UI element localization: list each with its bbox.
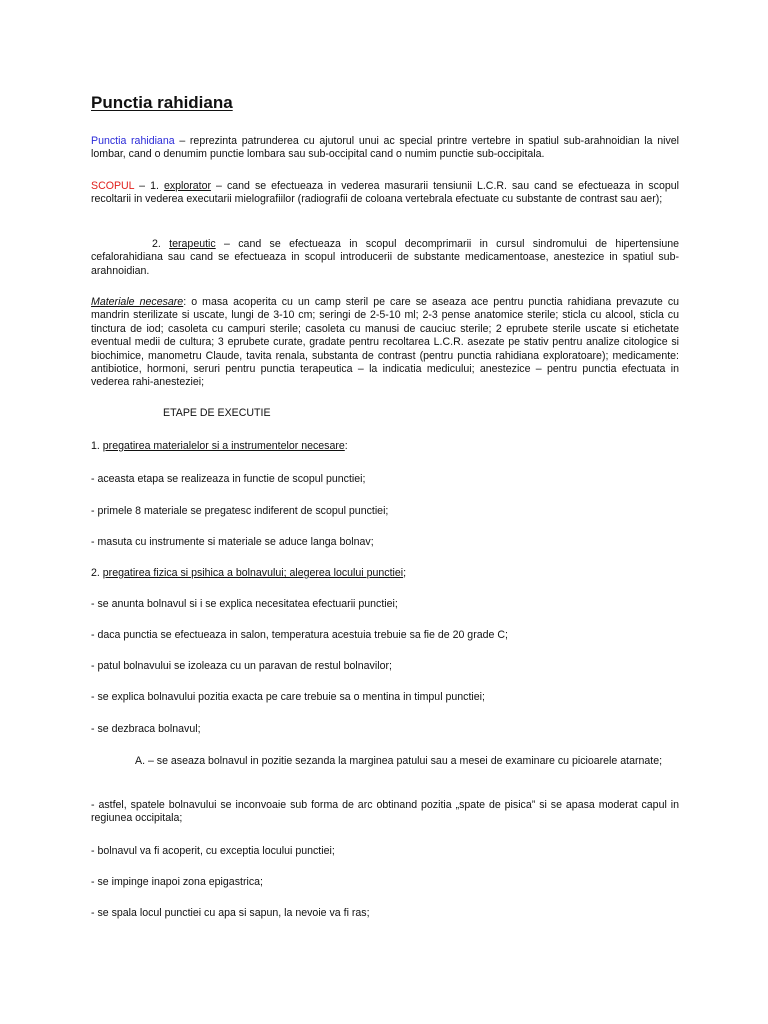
step1-item: - aceasta etapa se realizeaza in functie de scopul punctiei; [91, 473, 366, 485]
step1-item: - masuta cu instrumente si materiale se aduce langa bolnav; [91, 536, 374, 548]
step2-title: pregatirea fizica si psihica a bolnavului; alegerea locului punctiei [102, 567, 404, 579]
scopul-item1-prefix: – 1. [134, 180, 164, 192]
materiale-paragraph [91, 296, 679, 390]
step2-item: - patul bolnavului se izoleaza cu un paravan de restul bolnavilor; [91, 660, 392, 672]
step1-suffix: : [344, 440, 348, 452]
step2-item: - se anunta bolnavul si i se explica necesitatea efectuarii punctiei; [91, 598, 398, 610]
scopul-item2-term: terapeutic [169, 238, 216, 250]
scopul-item2-text: – cand se efectueaza in scopul decomprimarii in cursul sindromului de hipertensiune cefalorahidiana sau cand se efectueaza in scopul introducerii de substante medicamentoase, anestezice in spatiul sub-arahnoidian. [91, 238, 679, 277]
step2-item: - daca punctia se efectueaza in salon, temperatura acestuia trebuie sa fie de 20 grade C; [91, 629, 508, 641]
scopul-item1-text: – cand se efectueaza in vederea masurarii tensiunii L.C.R. sau cand se efectueaza in scopul recoltarii in vederea executarii mielografiilor (radiografii de coloana vertebrala efectuate cu substante de contrast sau aer); [91, 180, 680, 206]
step2-heading [91, 567, 406, 580]
step1-item: - primele 8 materiale se pregatesc indiferent de scopul punctiei; [91, 505, 389, 517]
scopul-label: SCOPUL [91, 180, 135, 192]
step1-number: 1. [91, 440, 103, 452]
step2-suffix: ; [403, 567, 407, 579]
materiale-term: Materiale necesare [91, 296, 184, 308]
position-item: - se impinge inapoi zona epigastrica; [91, 876, 263, 888]
materiale-text: : o masa acoperita cu un camp steril pe care se aseaza ace pentru punctia rahidiana prevazute cu mandrin sterilizate si uscate, lungi de 3-10 cm; seringi de 2-5-10 ml; 2-3 pense anatomice sterile; sticla cu alcool, sticla cu tinctura de iod; casoleta cu campuri sterile; casoleta cu manusi de cauciuc sterile; 2 eprubete sterile uscate si etichetate eventual medii de cultura; 3 eprubete curate, gradate pentru recoltarea L.C.R. asezate pe stativ pentru analize citologice si biochimice, manometru Claude, tavita renala, substanta de contrast (pentru punctia rahidiana exploratoare); medicamente: antibiotice, hormoni, seruri pentru punctia terapeutica – la indicatia medicului; anestezice – pentru punctia efectuata in vederea rahi-anesteziei; [91, 296, 680, 389]
position-item: - bolnavul va fi acoperit, cu exceptia locului punctiei; [91, 845, 335, 857]
position-a-paragraph: A. – se aseaza bolnavul in pozitie sezanda la marginea patului sau a mesei de examinare cu picioarele atarnate; [135, 755, 663, 767]
document-title: Punctia rahidiana [91, 93, 233, 112]
intro-paragraph [91, 135, 679, 162]
intro-term: Punctia rahidiana [91, 135, 175, 147]
position-item: - astfel, spatele bolnavului se inconvoaie sub forma de arc obtinand pozitia „spate de pisica” si se apasa moderat capul in regiunea occipitala; [91, 799, 679, 825]
step2-item: - se explica bolnavului pozitia exacta pe care trebuie sa o mentina in timpul punctiei; [91, 691, 485, 703]
step1-heading [91, 440, 348, 453]
step1-title: pregatirea materialelor si a instrumentelor necesare [102, 440, 345, 452]
intro-text: – reprezinta patrunderea cu ajutorul unui ac special printre vertebre in spatiul sub-arahnoidian la nivel lombar, cand o denumim punctie lombara sau sub-occipital cand o numim punctie sub-occipitala. [91, 135, 679, 161]
position-item: - se spala locul punctiei cu apa si sapun, la nevoie va fi ras; [91, 907, 370, 919]
step2-number: 2. [91, 567, 103, 579]
scopul-item2-paragraph [91, 238, 679, 278]
scopul-item2-prefix: 2. [152, 238, 170, 250]
step2-item: - se dezbraca bolnavul; [91, 723, 201, 735]
scopul-paragraph [91, 180, 679, 207]
scopul-item1-term: explorator [163, 180, 212, 192]
etape-heading: ETAPE DE EXECUTIE [163, 407, 271, 419]
